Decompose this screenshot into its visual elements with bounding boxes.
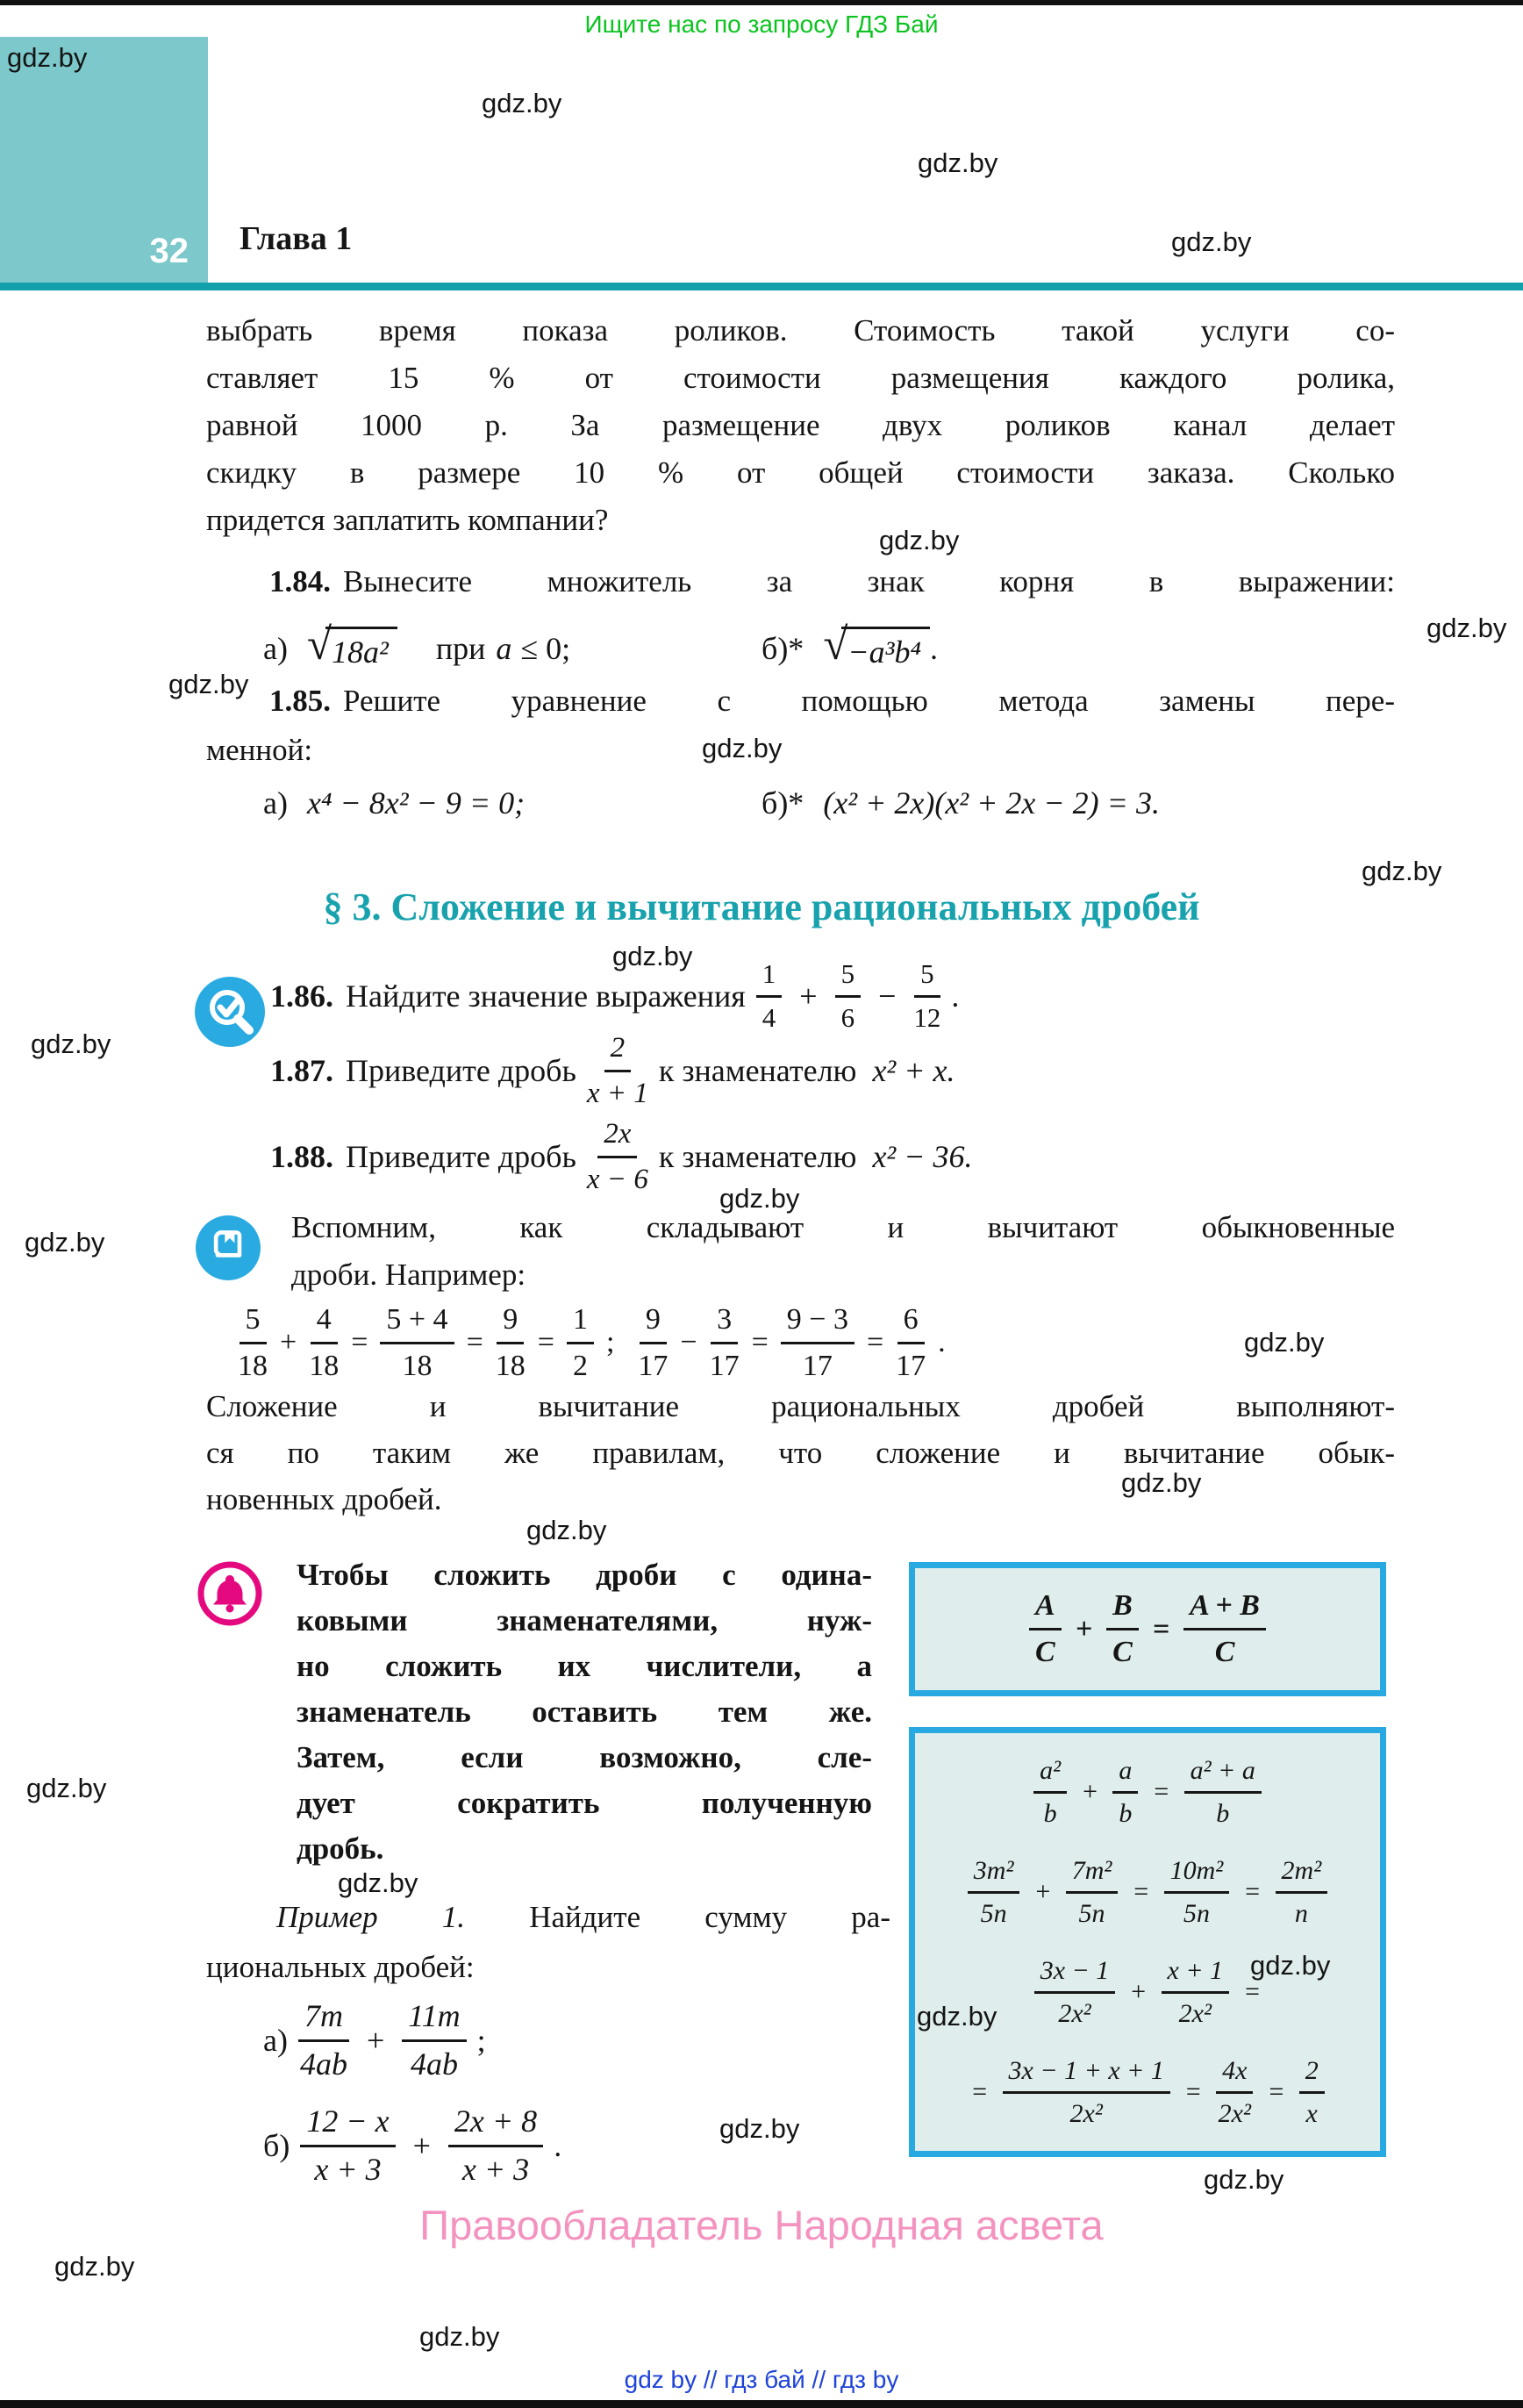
square-root [306,620,397,670]
denominator: 17 [802,1349,833,1382]
denominator: b [1216,1798,1230,1828]
fraction [1029,1590,1062,1667]
denominator: 4ab [299,2046,347,2082]
operator: + [1129,1977,1148,2006]
denominator: 2x² [1058,1998,1091,2028]
fraction [298,1997,349,2082]
problem-text: Решите уравнение с помощью метода замены пере- [343,684,1395,718]
page-number-block [0,37,208,283]
problem-text: к знаменателю [658,1053,857,1088]
fraction [309,1304,339,1381]
example-1-item-a [263,1994,486,2087]
denominator: 18 [495,1349,526,1382]
rules-paragraph [206,1383,1395,1523]
text-line: менной: [206,733,313,767]
text-line: равной 1000 р. За размещение двух роликов канал делает [206,408,1395,442]
book-icon [196,1215,261,1280]
problem-1-85-statement [206,677,1395,725]
text-line: дроби. Например: [291,1258,526,1292]
expression: x² − 36. [872,1139,973,1174]
text-line: знаменатель оставить тем же. [297,1695,872,1729]
numerator: a² [1033,1757,1067,1794]
fraction [968,1857,1020,1927]
punctuation: ; [476,2023,486,2058]
problem-number: 1.86. [270,978,333,1014]
numerator: 9 − 3 [781,1304,854,1344]
denominator: b [1043,1798,1057,1828]
fraction [587,1033,648,1108]
text-line: Вспомним, как складывают и вычитают обыкновенные [291,1210,1395,1244]
item-label: б)* [762,785,804,821]
operator: + [412,2128,431,2163]
search-check-icon-svg [195,977,265,1047]
numerator: 3x − 1 + x + 1 [1003,2057,1170,2094]
watermark: gdz.by [7,42,88,73]
watermark: gdz.by [1426,613,1507,643]
watermark: gdz.by [1244,1327,1325,1358]
numerator: a² + a [1184,1757,1262,1794]
problem-1-85-item-a [263,768,525,838]
watermark: gdz.by [482,88,562,118]
chapter-title: Глава 1 [240,220,353,257]
numerator: 10m² [1164,1857,1230,1894]
denominator: 5n [980,1898,1007,1928]
text-line: дробь. [297,1831,384,1866]
book-icon-svg [196,1215,261,1280]
page-number: 32 [149,232,189,270]
text-line: ковыми знаменателями, нуж- [297,1603,872,1638]
operator: + [280,1326,297,1358]
text-line [206,1892,890,1942]
watermark: gdz.by [918,147,998,178]
watermark: gdz.by [1121,1467,1202,1498]
fraction [300,2105,395,2187]
denominator: 17 [638,1349,669,1382]
problem-number: 1.88. [270,1139,333,1174]
fraction [496,1304,526,1381]
operator: = [1243,1977,1262,2006]
condition-word: при [435,631,486,666]
fraction [1112,1757,1138,1827]
text-line: Затем, если возможно, сле- [297,1740,872,1774]
text-line: но сложить их числители, а [297,1649,872,1683]
numerator: 9 [497,1304,524,1344]
numerator: 2 [604,1033,632,1072]
denominator: 18 [238,1349,268,1382]
operator: + [1081,1777,1099,1806]
operator: = [466,1326,483,1358]
operator: + [366,2023,385,2058]
numerator: 2 [1299,2057,1325,2094]
numerator: 2x + 8 [448,2105,543,2147]
numerator: 5 + 4 [380,1304,454,1344]
denominator: 2x² [1218,2098,1251,2128]
footer-links: gdz by // гдз бай // гдз by [624,2366,899,2393]
denominator: x + 3 [314,2151,382,2187]
example-text: Найдите сумму ра- [529,1900,890,1934]
denominator: x + 1 [586,1077,648,1109]
text-line: ставляет 15 % от стоимости размещения каждого ролика, [206,361,1395,395]
header-rule [0,283,1523,290]
watermark: gdz.by [26,1773,107,1803]
text-line: скидку в размере 10 % от общей стоимости заказа. Сколько [206,455,1395,490]
example-1-item-b [263,2099,561,2192]
formula-row [1027,1957,1269,2027]
formula-row [963,2057,1331,2127]
text-line: Чтобы сложить дроби с одина- [297,1558,872,1592]
fraction [835,957,862,1033]
fraction [1276,1857,1328,1927]
numerator: 2m² [1276,1857,1328,1894]
denominator: x [1305,2098,1318,2128]
fraction [1299,2057,1325,2127]
fraction [1164,1857,1230,1927]
problem-number: 1.87. [270,1053,333,1088]
watermark: gdz.by [338,1867,418,1898]
operator: − [878,978,897,1014]
denominator: 18 [309,1349,340,1382]
numerator: 3x − 1 [1034,1957,1116,1994]
problem-text: к знаменателю [658,1139,857,1174]
punctuation: ; [605,1326,615,1358]
numerator: 9 [640,1304,667,1344]
expression: x² + x. [872,1053,955,1088]
formula-row [1022,1590,1273,1667]
denominator: x − 6 [586,1163,648,1195]
formula-row [1026,1757,1269,1827]
fraction [1183,1590,1266,1667]
section-title: § 3. Сложение и вычитание рациональных дробей [323,885,1200,928]
copyright-text: Правообладатель Народная асвета [419,2202,1104,2248]
numerator: 2x [597,1119,637,1158]
fraction [896,1304,926,1381]
rule-statement [297,1552,872,1872]
denominator: 4ab [410,2046,458,2082]
watermark: gdz.by [879,525,960,555]
item-label: б)* [762,631,804,666]
punctuation: . [938,1326,946,1358]
equation: (x² + 2x)(x² + 2x − 2) = 3. [823,785,1160,821]
numerator: 3 [711,1304,738,1344]
fraction [238,1304,268,1381]
denominator: 12 [913,1001,941,1033]
condition-variable: a [496,631,512,666]
denominator: 17 [896,1349,926,1382]
numerator: A + B [1183,1590,1266,1630]
fraction [1162,1957,1230,2027]
numerator: 4 [311,1304,338,1344]
numerator: x + 1 [1162,1957,1230,1994]
numerator: 5 [835,960,862,998]
fraction [1066,1857,1119,1927]
watermark: gdz.by [1250,1950,1331,1981]
denominator: 2 [572,1349,588,1382]
denominator: C [1035,1636,1055,1668]
text-line [206,677,1395,725]
watermark: gdz.by [419,2321,500,2352]
formula-row [961,1857,1334,1927]
watermark: gdz.by [54,2251,135,2282]
watermark: gdz.by [1204,2164,1284,2195]
equation: x⁴ − 8x² − 9 = 0; [306,785,526,821]
denominator: x + 3 [461,2151,530,2187]
operator: = [1152,1612,1170,1645]
item-label: а) [263,785,288,821]
numerator: 1 [756,960,783,998]
radical-sign: √ [823,620,848,670]
denominator: 2x² [1069,2098,1103,2128]
item-label: а) [263,631,288,666]
problem-number: 1.85. [269,684,331,718]
example-title: Пример 1. [276,1900,466,1934]
fraction-example-chain [230,1301,950,1385]
operator: = [751,1326,769,1358]
denominator: C [1214,1636,1235,1668]
numerator: 5 [240,1304,267,1344]
operator: + [799,978,818,1014]
text-line: циональных дробей: [206,1950,475,1984]
text-line: Сложение и вычитание рациональных дробей выполняют- [206,1389,1395,1423]
operator: = [866,1326,884,1358]
fraction [913,957,941,1033]
denominator: 17 [709,1349,740,1382]
formula-box-examples [909,1727,1386,2157]
numerator: B [1106,1590,1139,1630]
operator: + [1075,1612,1093,1645]
numerator: 7m² [1066,1857,1119,1894]
operator: − [680,1326,697,1358]
problem-1-85-item-b [762,768,1160,838]
operator: = [537,1326,554,1358]
denominator: 2x² [1178,1998,1212,2028]
numerator: 6 [897,1304,925,1344]
problem-1-88 [270,1113,973,1200]
problem-1-84-item-b [762,613,938,684]
denominator: n [1294,1898,1308,1928]
problem-1-84-statement [206,558,1395,606]
numerator: 7m [298,2000,349,2042]
denominator: 18 [402,1349,433,1382]
problem-1-85-statement-cont [206,727,1395,774]
intro-paragraph [206,307,1395,544]
fraction [380,1304,454,1381]
operator: = [970,2077,989,2106]
denominator: b [1119,1798,1133,1828]
watermark: gdz.by [1171,226,1252,257]
watermark: gdz.by [612,941,693,971]
punctuation: . [929,631,938,666]
scan-edge-bottom [0,2400,1523,2408]
text-line [206,558,1395,606]
fraction [587,1119,648,1194]
fraction [710,1304,740,1381]
numerator: 4x [1216,2057,1253,2094]
text-line: дует сократить полученную [297,1786,872,1820]
bell-icon [195,1559,265,1629]
fraction [638,1304,668,1381]
operator: = [1152,1777,1170,1806]
radicand: −a³b⁴ [841,627,930,670]
numerator: a [1112,1757,1138,1794]
operator: + [1033,1877,1052,1906]
search-check-icon [195,977,265,1047]
operator: = [1243,1877,1262,1906]
fraction [1003,2057,1170,2127]
square-root [823,620,930,670]
operator: = [1267,2077,1285,2106]
fraction [567,1304,594,1381]
fraction [1034,1957,1116,2027]
punctuation: . [951,978,960,1014]
numerator: 11m [402,2000,466,2042]
text-line: придется заплатить компании? [206,503,609,537]
numerator: 5 [914,960,940,998]
text-line: новенных дробей. [206,1482,442,1516]
text-line: выбрать время показа роликов. Стоимость такой услуги со- [206,313,1395,348]
denominator: 5n [1183,1898,1210,1928]
watermark: gdz.by [719,2113,800,2144]
operator: = [1132,1877,1150,1906]
radicand: 18a² [325,627,397,670]
bell-icon-svg [195,1559,265,1629]
watermark: gdz.by [31,1028,111,1059]
denominator: 6 [840,1001,855,1033]
radical-sign: √ [306,620,332,670]
formula-box-rule [909,1562,1386,1696]
problem-text: Приведите дробь [346,1053,576,1088]
top-banner-text: Ищите нас по запросу ГДЗ Бай [584,11,939,38]
watermark: gdz.by [526,1515,607,1545]
watermark: gdz.by [25,1227,105,1258]
item-label: а) [263,2023,288,2058]
numerator: 12 − x [300,2105,395,2147]
numerator: 1 [567,1304,594,1344]
denominator: 5n [1078,1898,1105,1928]
watermark: gdz.by [917,2001,997,2032]
watermark: gdz.by [702,733,783,763]
problem-1-84-item-a [263,613,570,684]
numerator: 3m² [968,1857,1020,1894]
problem-text: Вынесите множитель за знак корня в выражении: [343,564,1395,598]
problem-1-87 [270,1027,955,1114]
punctuation: . [554,2128,562,2163]
item-label: б) [263,2128,290,2163]
denominator: C [1112,1636,1133,1668]
watermark: gdz.by [719,1183,800,1214]
fraction [402,1997,466,2082]
fraction [1106,1590,1139,1667]
problem-number: 1.84. [269,564,331,598]
fraction [1033,1757,1067,1827]
example-1-statement [206,1892,890,1992]
scan-edge-top [0,0,1523,5]
fraction [448,2105,543,2187]
denominator: 4 [762,1001,776,1033]
recall-paragraph [291,1204,1395,1299]
fraction [756,957,783,1033]
problem-text: Приведите дробь [346,1139,576,1174]
text-line: ся по таким же правилам, что сложение и вычитание обык- [206,1436,1395,1470]
operator: = [1183,2077,1203,2106]
fraction [781,1304,854,1381]
numerator: A [1029,1590,1062,1630]
watermark: gdz.by [1362,856,1442,886]
watermark: gdz.by [168,669,249,699]
fraction [1184,1757,1262,1827]
condition-rest: ≤ 0; [520,631,571,666]
operator: = [351,1326,368,1358]
fraction [1216,2057,1253,2127]
problem-text: Найдите значение выражения [346,978,746,1014]
